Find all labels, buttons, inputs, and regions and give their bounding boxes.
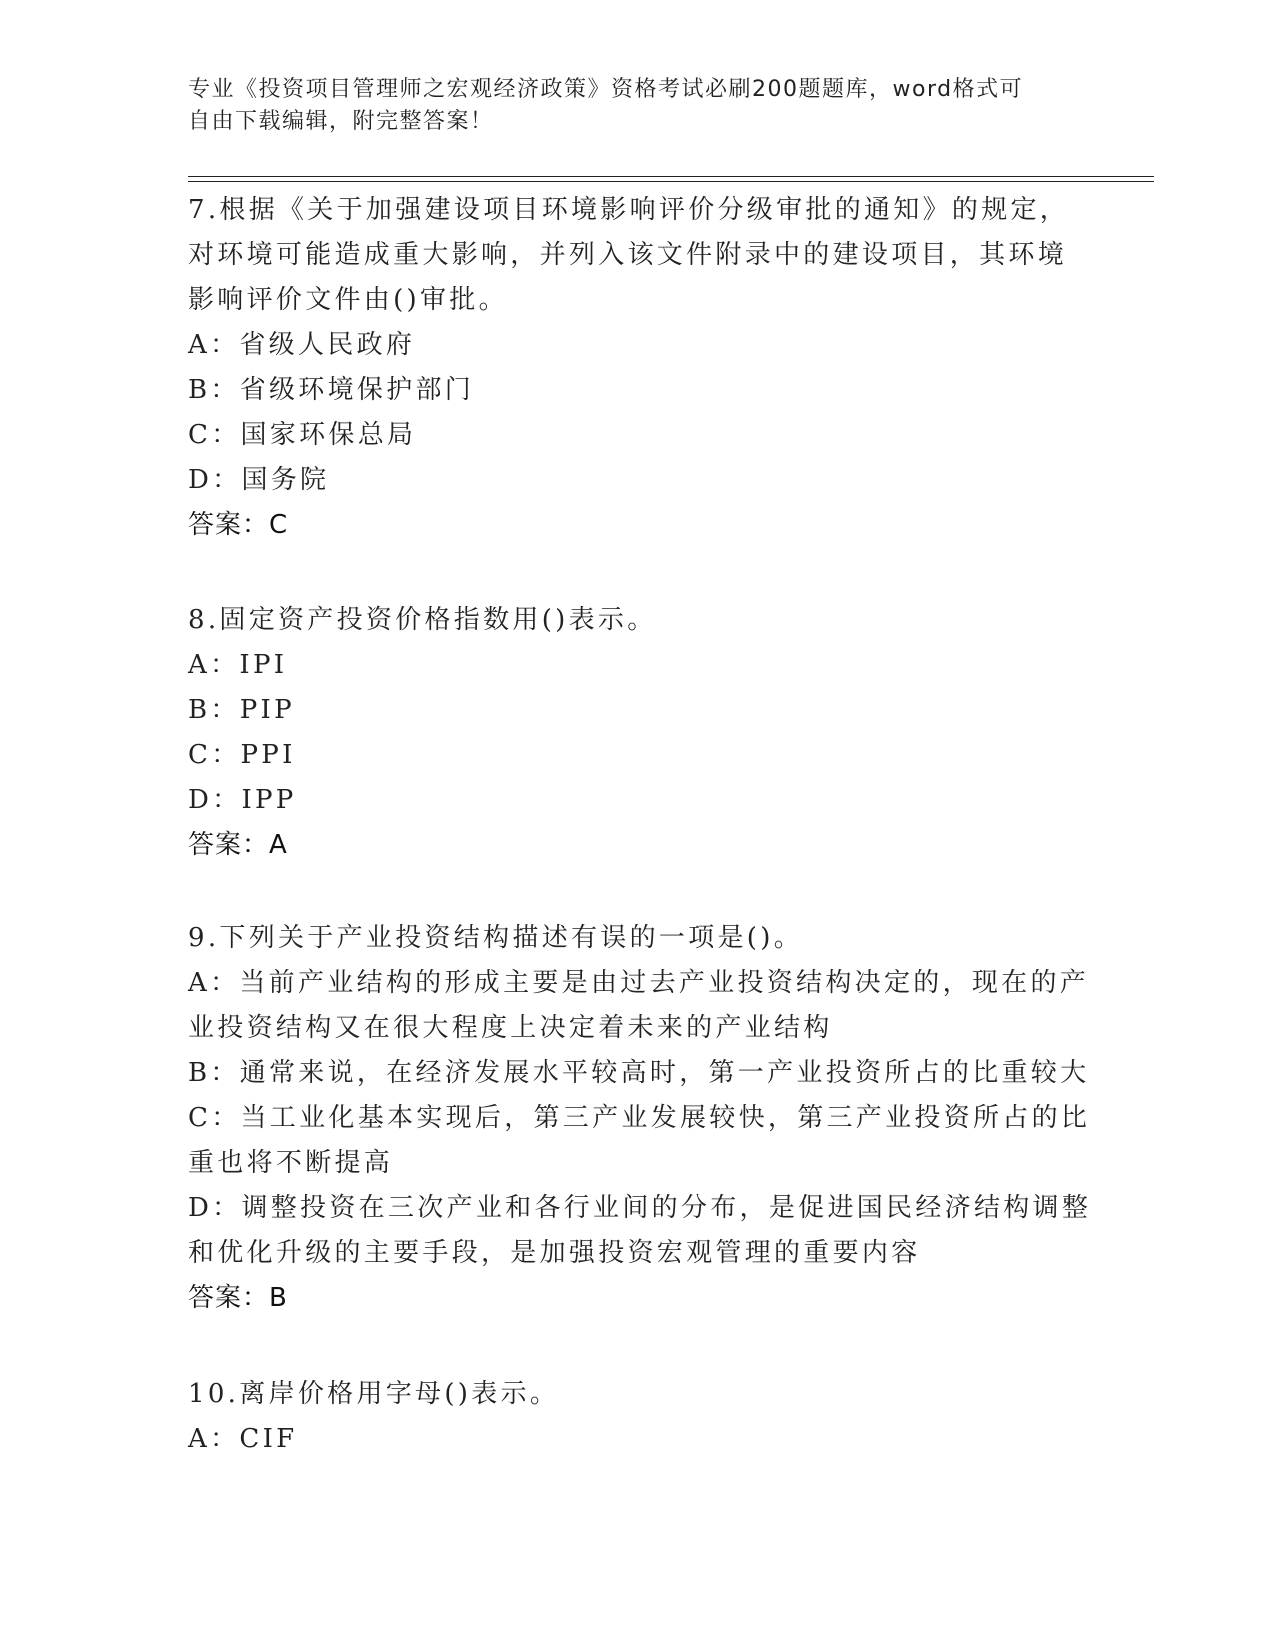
option-d: D：IPP [188, 785, 297, 815]
question-block [188, 916, 1092, 1321]
question-block [188, 598, 1088, 868]
option-c: C：国家环保总局 [188, 420, 417, 450]
answer-line: 答案：C [188, 510, 289, 540]
option-a: A：当前产业结构的形成主要是由过去产业投资结构决定的，现在的产 [188, 968, 1090, 998]
option-c-continued: 重也将不断提高 [188, 1148, 394, 1178]
question-stem: 9.下列关于产业投资结构描述有误的一项是()。 [188, 923, 803, 953]
question-stem: 对环境可能造成重大影响，并列入该文件附录中的建设项目，其环境 [188, 240, 1068, 270]
question-stem: 10.离岸价格用字母()表示。 [188, 1379, 560, 1409]
question-stem: 影响评价文件由()审批。 [188, 285, 508, 315]
option-d-continued: 和优化升级的主要手段，是加强投资宏观管理的重要内容 [188, 1238, 921, 1268]
header-line: 自由下载编辑，附完整答案！ [188, 109, 494, 134]
option-a: A：省级人民政府 [188, 330, 416, 360]
option-a-continued: 业投资结构又在很大程度上决定着未来的产业结构 [188, 1013, 833, 1043]
option-b: B：通常来说，在经济发展水平较高时，第一产业投资所占的比重较大 [188, 1058, 1090, 1088]
option-b: B：PIP [188, 695, 295, 725]
header-line: 专业《投资项目管理师之宏观经济政策》资格考试必刷200题题库，word格式可 [188, 77, 1024, 102]
option-a: A：CIF [188, 1424, 298, 1454]
question-stem: 8.固定资产投资价格指数用()表示。 [188, 605, 657, 635]
answer-line: 答案：B [188, 1283, 288, 1313]
option-d: D：调整投资在三次产业和各行业间的分布，是促进国民经济结构调整 [188, 1193, 1092, 1223]
document-header [188, 74, 1068, 138]
question-block [188, 1372, 1088, 1462]
answer-line: 答案：A [188, 830, 288, 860]
option-c: C：PPI [188, 740, 296, 770]
option-c: C：当工业化基本实现后，第三产业发展较快，第三产业投资所占的比 [188, 1103, 1091, 1133]
question-block [188, 188, 1088, 548]
header-divider [188, 176, 1154, 177]
option-a: A：IPI [188, 650, 288, 680]
header-divider [188, 181, 1154, 182]
option-d: D：国务院 [188, 465, 330, 495]
option-b: B：省级环境保护部门 [188, 375, 475, 405]
question-stem: 7.根据《关于加强建设项目环境影响评价分级审批的通知》的规定， [188, 195, 1070, 225]
